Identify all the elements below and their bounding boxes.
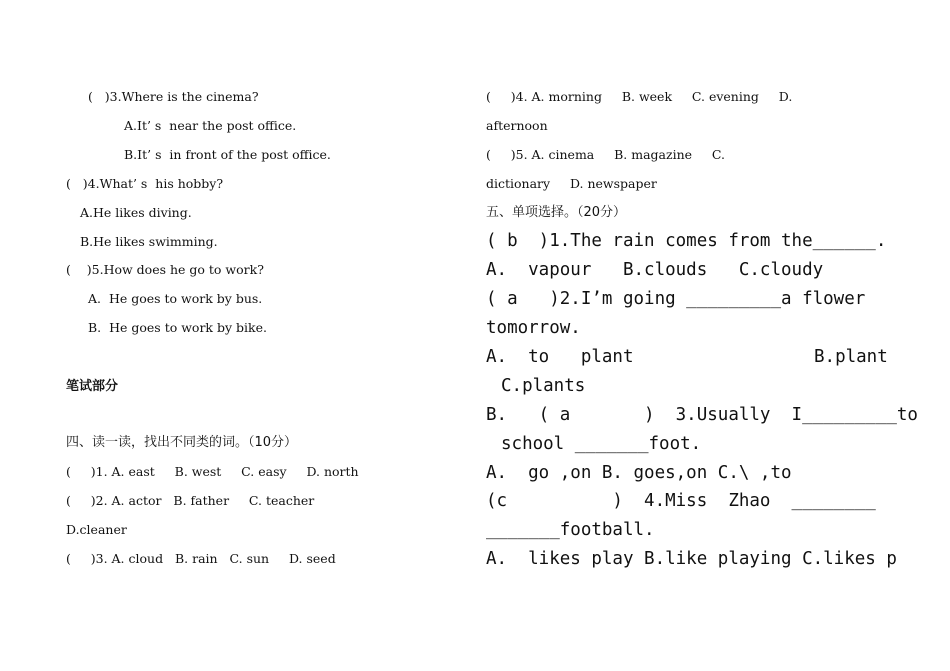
part-4-question-1: ( )1. A. east B. west C. easy D. north — [66, 464, 359, 479]
part-5-question-3: B. ( a ) 3.Usually I_________to — [486, 405, 918, 425]
written-section-heading: 笔试部分 — [66, 379, 119, 394]
question-4-stem: ( )4.What’ s his hobby? — [66, 176, 224, 191]
part-5-question-2: ( a )2.I’m going _________a flower — [486, 289, 866, 309]
part-5-question-3-cont: school _______foot. — [501, 434, 702, 454]
part-4-question-5: ( )5. A. cinema B. magazine C. — [486, 147, 725, 162]
part-5-question-3-options: A. go ,on B. goes,on C.\ ,to — [486, 463, 792, 483]
question-3-stem: ( )3.Where is the cinema? — [88, 89, 259, 104]
part-4-heading: 四、读一读，找出不同类的词。（10分） — [66, 435, 298, 450]
part-5-question-4: (c ) 4.Miss Zhao ________ — [486, 491, 876, 511]
part-5-question-2-option-b: B.plant — [814, 347, 888, 367]
part-5-question-2-option-c: C.plants — [501, 376, 586, 396]
part-4-question-3: ( )3. A. cloud B. rain C. sun D. seed — [66, 551, 336, 566]
part-4-question-2: ( )2. A. actor B. father C. teacher — [66, 493, 315, 508]
part-5-question-2-cont: tomorrow. — [486, 318, 581, 338]
part-5-question-4-options: A. likes play B.like playing C.likes p — [486, 549, 897, 569]
question-4-option-b: B.He likes swimming. — [80, 234, 218, 249]
question-3-option-a: A.It’ s near the post office. — [124, 118, 297, 133]
question-5-option-a: A. He goes to work by bus. — [88, 291, 263, 306]
part-4-question-4: ( )4. A. morning B. week C. evening D. — [486, 89, 793, 104]
question-5-stem: ( )5.How does he go to work? — [66, 262, 264, 277]
part-5-heading: 五、单项选择。（20分） — [486, 205, 627, 220]
part-5-question-1-options: A. vapour B.clouds C.cloudy — [486, 260, 824, 280]
part-4-question-2-cont: D.cleaner — [66, 522, 127, 537]
question-5-option-b: B. He goes to work by bike. — [88, 320, 267, 335]
part-5-question-2-option-a: A. to plant — [486, 347, 634, 367]
part-5-question-1: ( b )1.The rain comes from the______. — [486, 231, 887, 251]
question-3-option-b: B.It’ s in front of the post office. — [124, 147, 331, 162]
part-4-question-4-cont: afternoon — [486, 118, 548, 133]
question-4-option-a: A.He likes diving. — [80, 205, 192, 220]
part-5-question-4-cont: _______football. — [486, 520, 655, 540]
part-4-question-5-cont: dictionary D. newspaper — [486, 176, 657, 191]
